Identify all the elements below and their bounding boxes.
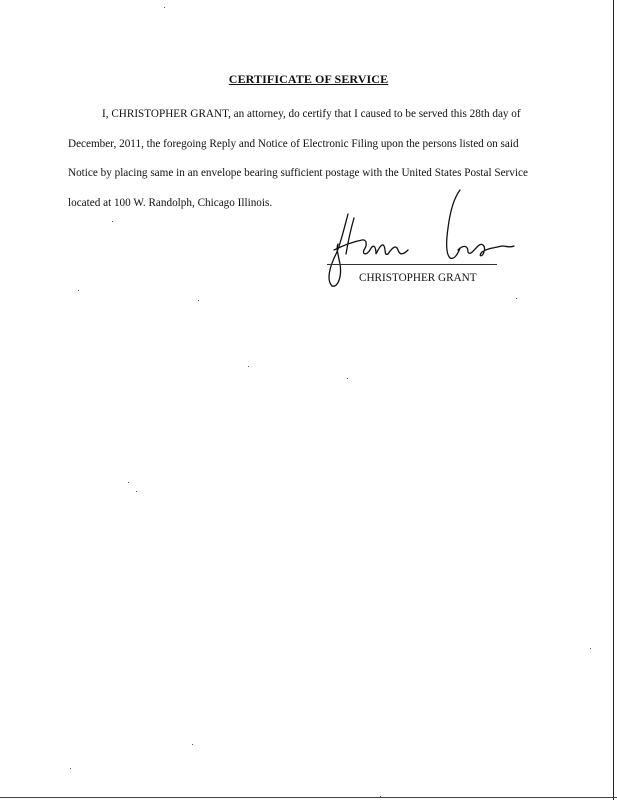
scan-speck: [128, 482, 129, 483]
certificate-title: CERTIFICATE OF SERVICE: [228, 72, 389, 86]
scan-speck: [198, 300, 199, 301]
scan-speck: [70, 768, 71, 769]
scan-speck: [590, 648, 591, 649]
scan-speck: [380, 796, 381, 797]
scan-speck: [164, 7, 165, 8]
scan-speck: [516, 298, 517, 299]
scan-speck: [112, 221, 113, 222]
certification-paragraph: I, CHRISTOPHER GRANT, an attorney, do certify that I caused to be served this 28th day of December, 2011, the foregoing Reply and Notice of Electronic Filing upon the persons listed on said Notice by placing same in an envelope bearing sufficient postage with the United States Postal Service located at 100 W. Randolph, Chicago Illinois.: [68, 108, 528, 209]
signer-name: CHRISTOPHER GRANT: [359, 272, 477, 284]
scan-speck: [192, 744, 193, 745]
page-edge-bottom: [0, 797, 617, 798]
page-edge-right: [613, 0, 614, 800]
scan-speck: [248, 366, 249, 367]
scan-speck: [347, 378, 348, 379]
scan-speck: [78, 290, 79, 291]
signature-line: [327, 264, 497, 265]
scan-speck: [136, 491, 137, 492]
